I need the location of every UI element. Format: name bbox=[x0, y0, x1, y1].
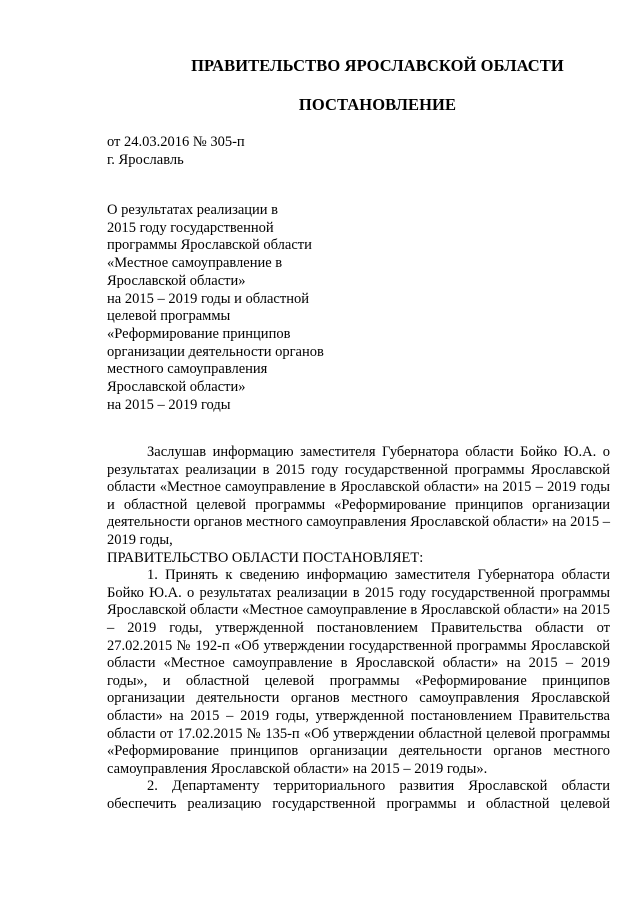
document-body bbox=[107, 444, 610, 813]
subject-line: программы Ярославской области bbox=[107, 237, 312, 254]
subject-line: местного самоуправления bbox=[107, 361, 268, 378]
subject-line: на 2015 – 2019 годы bbox=[107, 396, 231, 413]
item-2-paragraph: 2. Департаменту территориального развития Ярославской области обеспечить реализацию государственной программы и областной целевой bbox=[107, 778, 610, 812]
subject-line: «Местное самоуправление в bbox=[107, 255, 283, 272]
date-number: от 24.03.2016 № 305-п bbox=[107, 134, 245, 150]
subject-line: организации деятельности органов bbox=[107, 343, 324, 360]
subject-line: Ярославской области» bbox=[107, 272, 246, 289]
government-title: ПРАВИТЕЛЬСТВО ЯРОСЛАВСКОЙ ОБЛАСТИ bbox=[191, 56, 564, 75]
item-1-paragraph: 1. Принять к сведению информацию заместителя Губернатора области Бойко Ю.А. о результатах реализации в 2015 году государственной программы Ярославской области «Местное самоуправление в Ярославской области» на 2015 – 2019 годы, утвержденной постановлением Правительства области от 27.02.2015 № 192-п «Об утверждении государственной программы Ярославской области «Местное самоуправление в Ярославской области» на 2015 – 2019 годы», и областной целевой программы «Реформирование принципов организации деятельности органов местного самоуправления Ярославской области» на 2015 – 2019 годы, утвержденной постановлением Правительства области от 17.02.2015 № 135-п «Об утверждении областной целевой программы «Реформирование принципов организации деятельности органов местного самоуправления Ярославской области» на 2015 – 2019 годы». bbox=[107, 567, 610, 777]
intro-paragraph: Заслушав информацию заместителя Губернатора области Бойко Ю.А. о результатах реализации в 2015 году государственной программы Ярославской области «Местное самоуправление в Ярославской области» на 2015 – 2019 годы и областной целевой программы «Реформирование принципов организации деятельности органов местного самоуправления Ярославской области» на 2015 – 2019 годы, bbox=[107, 444, 610, 548]
subject-line: целевой программы bbox=[107, 308, 231, 325]
city: г. Ярославль bbox=[107, 152, 184, 168]
subject-block bbox=[107, 202, 324, 414]
subject-line: Ярославской области» bbox=[107, 379, 246, 396]
subject-line: 2015 году государственной bbox=[107, 219, 274, 236]
document-type: ПОСТАНОВЛЕНИЕ bbox=[298, 95, 457, 114]
subject-line: О результатах реализации в bbox=[107, 202, 279, 218]
subject-line: «Реформирование принципов bbox=[107, 325, 291, 342]
decree-line: ПРАВИТЕЛЬСТВО ОБЛАСТИ ПОСТАНОВЛЯЕТ: bbox=[107, 549, 424, 566]
subject-line: на 2015 – 2019 годы и областной bbox=[107, 290, 309, 307]
